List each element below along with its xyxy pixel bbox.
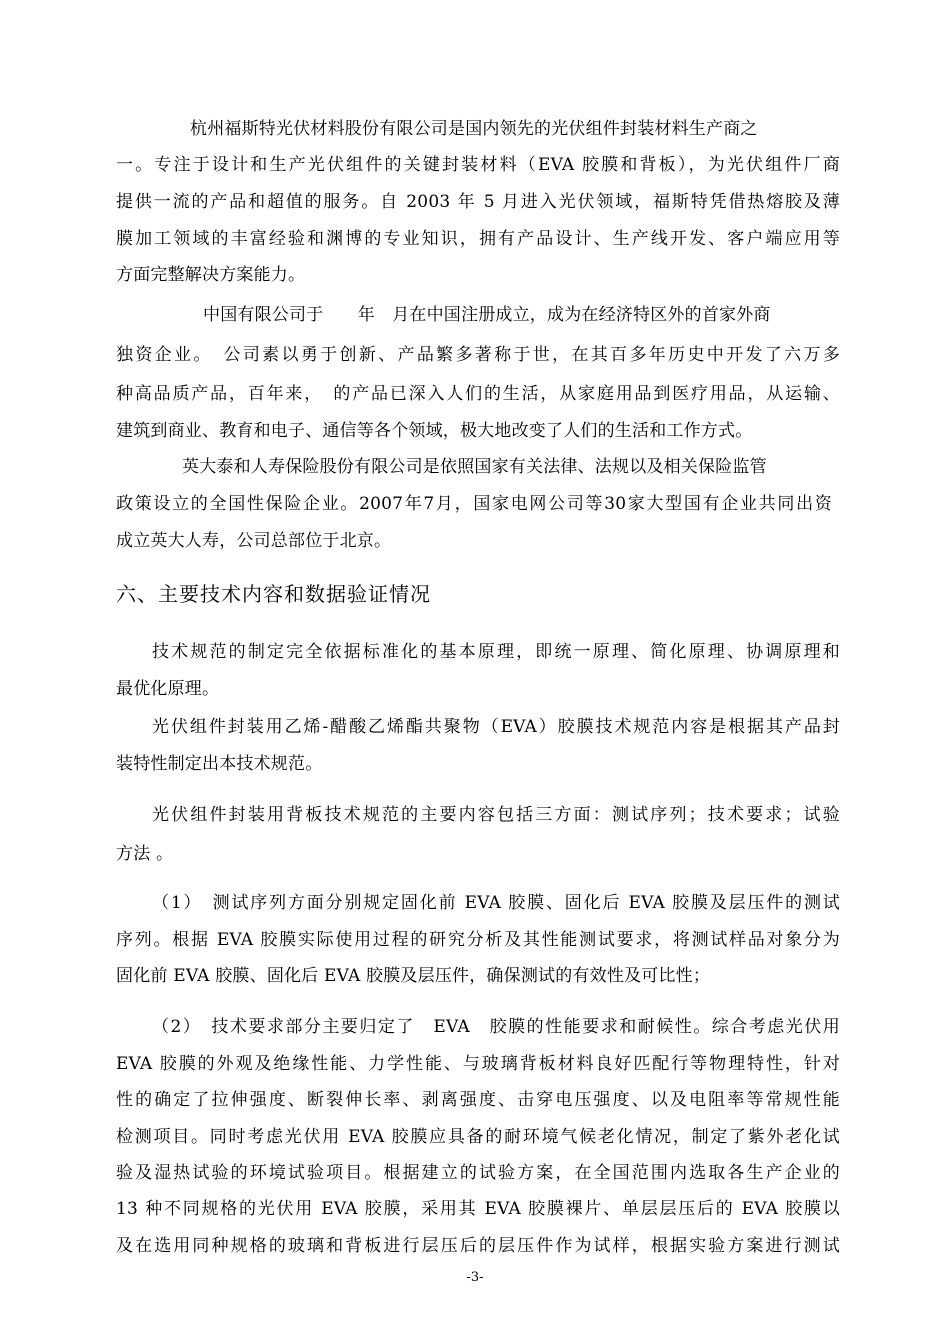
paragraph-line: 成立英大人寿，公司总部位于北京。 (116, 531, 392, 551)
paragraph-line: 建筑到商业、教育和电子、通信等各个领域，极大地改变了人们的生活和工作方式。 (116, 421, 753, 441)
section-heading: 六、主要技术内容和数据验证情况 (116, 582, 431, 606)
paragraph-line: 英大泰和人寿保险股份有限公司是依照国家有关法律、法规以及相关保险监管 (182, 457, 767, 477)
paragraph-line: 验及湿热试验的环境试验项目。根据建立的试验方案，在全国范围内选取各生产企业的 (116, 1163, 840, 1183)
paragraph-line: 性的确定了拉伸强度、断裂伸长率、剥离强度、击穿电压强度、以及电阻率等常规性能 (116, 1090, 840, 1110)
paragraph-line: 技术规范的制定完全依据标准化的基本原理，即统一原理、简化原理、协调原理和 (152, 642, 840, 662)
paragraph-line: 独资企业。 公司素以勇于创新、产品繁多著称于世，在其百多年历史中开发了六万多 (116, 345, 840, 365)
paragraph-line: 杭州福斯特光伏材料股份有限公司是国内领先的光伏组件封装材料生产商之 (190, 119, 758, 139)
paragraph-line: 光伏组件封装用乙烯-醋酸乙烯酯共聚物（EVA）胶膜技术规范内容是根据其产品封 (152, 717, 840, 737)
paragraph-line: 中国有限公司于 年 月在中国注册成立，成为在经济特区外的首家外商 (203, 305, 771, 325)
paragraph-line: 膜加工领域的丰富经验和渊博的专业知识，拥有产品设计、生产线开发、客户端应用等 (116, 229, 840, 249)
paragraph-line: 序列。根据 EVA 胶膜实际使用过程的研究分析及其性能测试要求，将测试样品对象分为 (116, 930, 840, 950)
paragraph-line: 固化前 EVA 胶膜、固化后 EVA 胶膜及层压件，确保测试的有效性及可比性； (116, 966, 711, 986)
paragraph-line: 检测项目。同时考虑光伏用 EVA 胶膜应具备的耐环境气候老化情况，制定了紫外老化试 (116, 1127, 840, 1147)
paragraph-line: 一。专注于设计和生产光伏组件的关键封装材料（EVA 胶膜和背板），为光伏组件厂商 (116, 155, 840, 175)
paragraph-line: 政策设立的全国性保险企业。2007年7月，国家电网公司等30家大型国有企业共同出资 (116, 494, 832, 514)
paragraph-line: 光伏组件封装用背板技术规范的主要内容包括三方面：测试序列；技术要求；试验 (152, 805, 840, 825)
paragraph-line: 13 种不同规格的光伏用 EVA 胶膜，采用其 EVA 胶膜裸片、单层层压后的 EVA 胶膜以 (116, 1199, 840, 1219)
paragraph-line: （2） 技术要求部分主要归定了 EVA 胶膜的性能要求和耐候性。综合考虑光伏用 (152, 1017, 840, 1037)
paragraph-line: 提供一流的产品和超值的服务。自 2003 年 5 月进入光伏领域，福斯特凭借热熔胶及薄 (116, 192, 840, 212)
paragraph-line: 方面完整解决方案能力。 (116, 265, 306, 285)
paragraph-line: 最优化原理。 (116, 679, 220, 699)
paragraph-line: （1） 测试序列方面分别规定固化前 EVA 胶膜、固化后 EVA 胶膜及层压件的测试 (152, 893, 840, 913)
paragraph-line: EVA 胶膜的外观及绝缘性能、力学性能、与玻璃背板材料良好匹配行等物理特性，针对 (116, 1054, 840, 1074)
paragraph-line: 装特性制定出本技术规范。 (116, 754, 323, 774)
paragraph-line: 方法 。 (116, 844, 174, 864)
paragraph-line: 种高品质产品，百年来， 的产品已深入人们的生活，从家庭用品到医疗用品，从运输、 (116, 384, 840, 404)
paragraph-line: 及在选用同种规格的玻璃和背板进行层压后的层压件作为试样，根据实验方案进行测试 (116, 1236, 840, 1256)
page-number: -3- (466, 1270, 484, 1285)
